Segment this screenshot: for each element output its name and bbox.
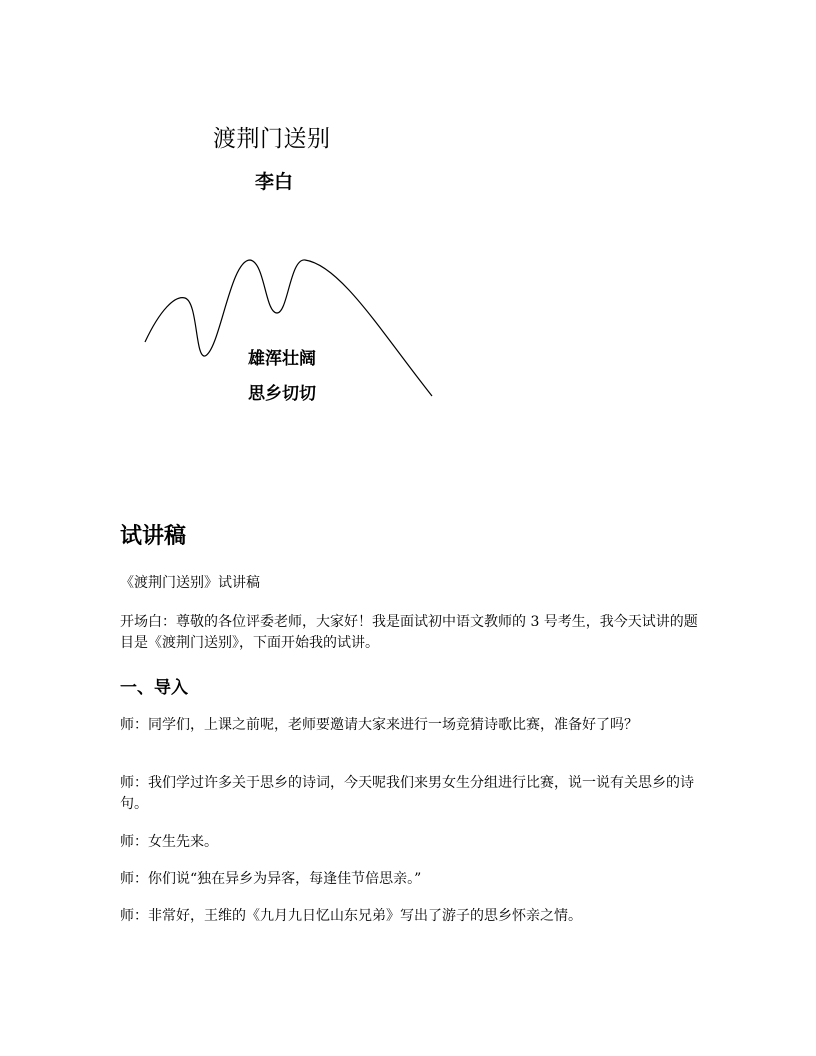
- theme-word-1: 雄浑壮阔: [248, 349, 316, 369]
- theme-word-2: 思乡切切: [248, 384, 316, 404]
- mountain-outline: [145, 260, 432, 396]
- paragraph-3: 师：女生先来。: [120, 834, 218, 850]
- section-heading: 试讲稿: [120, 523, 187, 549]
- paragraph-5: 师：非常好，王维的《九月九日忆山东兄弟》写出了游子的思乡怀亲之情。: [120, 908, 582, 924]
- poem-author: 李白: [255, 171, 294, 193]
- paragraph-1: 师：同学们，上课之前呢，老师要邀请大家来进行一场竞猜诗歌比赛，准备好了吗？: [120, 717, 638, 733]
- paragraph-2: 师：我们学过许多关于思乡的诗词，今天呢我们来男女生分组进行比赛，说一说有关思乡的诗句。: [120, 775, 694, 812]
- poem-title: 渡荆门送别: [213, 126, 331, 152]
- paragraph-4: 师：你们说“独在异乡为异客，每逢佳节倍思亲。”: [120, 871, 422, 887]
- section1-title: 一、导入: [120, 678, 188, 698]
- mountain-outline-figure: [140, 250, 440, 400]
- subtitle: 《渡荆门送别》试讲稿: [120, 575, 260, 591]
- opening-paragraph: 开场白：尊敬的各位评委老师，大家好！我是面试初中语文教师的 3 号考生，我今天试讲的题目是《渡荆门送别》，下面开始我的试讲。: [120, 614, 698, 651]
